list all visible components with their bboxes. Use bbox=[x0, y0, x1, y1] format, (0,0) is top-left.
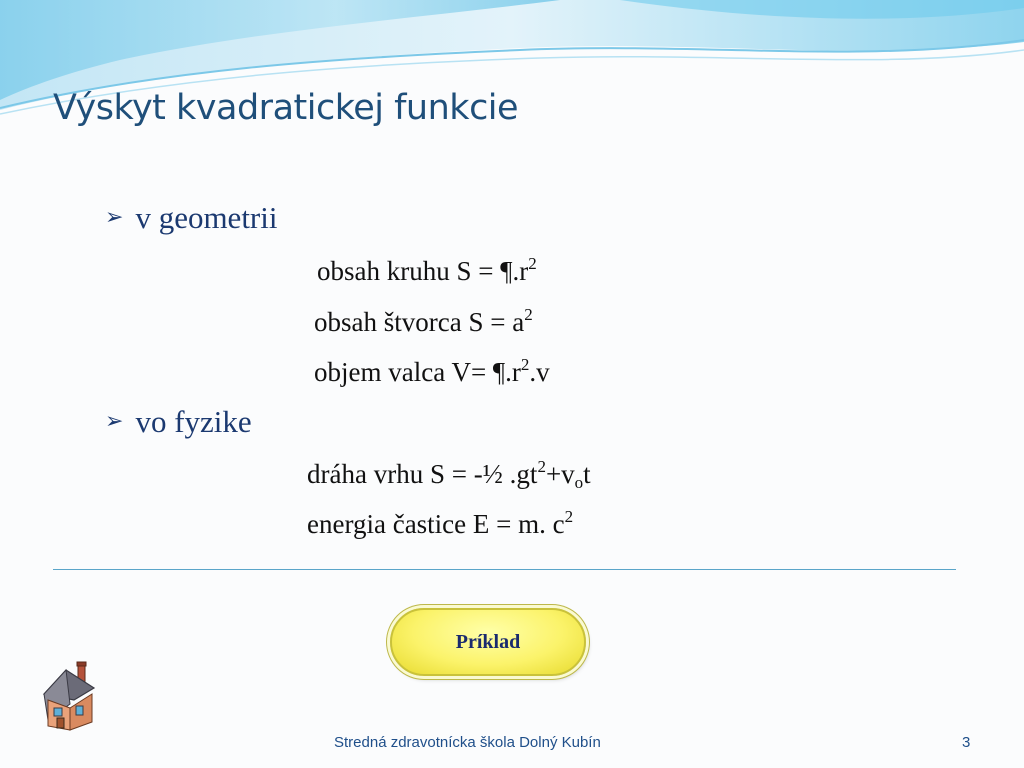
formula-exponent: 2 bbox=[564, 507, 574, 526]
formula-particle-energy bbox=[307, 509, 573, 540]
formula-subscript: o bbox=[574, 473, 584, 492]
formula-circle-area bbox=[317, 256, 537, 287]
formula-exponent: 2 bbox=[520, 355, 530, 374]
footer-school-name: Stredná zdravotnícka škola Dolný Kubín bbox=[334, 734, 601, 751]
slide-title: Výskyt kvadratickej funkcie bbox=[53, 88, 519, 128]
example-button[interactable]: Príklad bbox=[390, 608, 586, 676]
formula-throw-path-text: dráha vrhu S = -½ .gt bbox=[307, 459, 538, 489]
formula-square-area-text: obsah štvorca S = a bbox=[314, 307, 525, 337]
formula-cylinder-volume-text: objem valca V= ¶.r bbox=[314, 357, 521, 387]
page-number: 3 bbox=[962, 734, 971, 751]
formula-particle-energy-text: energia častice E = m. c bbox=[307, 509, 565, 539]
formula-cylinder-volume bbox=[314, 357, 550, 388]
formula-exponent: 2 bbox=[528, 254, 537, 273]
bullet-physics-text: vo fyzike bbox=[135, 404, 252, 439]
bullet-physics bbox=[105, 404, 252, 440]
bullet-geometry bbox=[105, 200, 277, 236]
divider-line bbox=[53, 569, 956, 570]
bullet-geometry-text: v geometrii bbox=[135, 200, 278, 235]
formula-square-area bbox=[314, 307, 533, 338]
formula-circle-area-text: obsah kruhu S = ¶.r bbox=[317, 256, 529, 286]
formula-exponent: 2 bbox=[537, 457, 546, 476]
formula-mid: +v bbox=[545, 459, 575, 489]
formula-throw-path bbox=[307, 459, 591, 490]
house-icon[interactable] bbox=[40, 660, 98, 732]
arrow-bullet-icon: ➢ bbox=[105, 205, 124, 230]
formula-exponent: 2 bbox=[524, 305, 533, 324]
formula-tail: .v bbox=[529, 357, 550, 387]
formula-tail: t bbox=[583, 459, 591, 489]
arrow-bullet-icon: ➢ bbox=[105, 409, 124, 434]
